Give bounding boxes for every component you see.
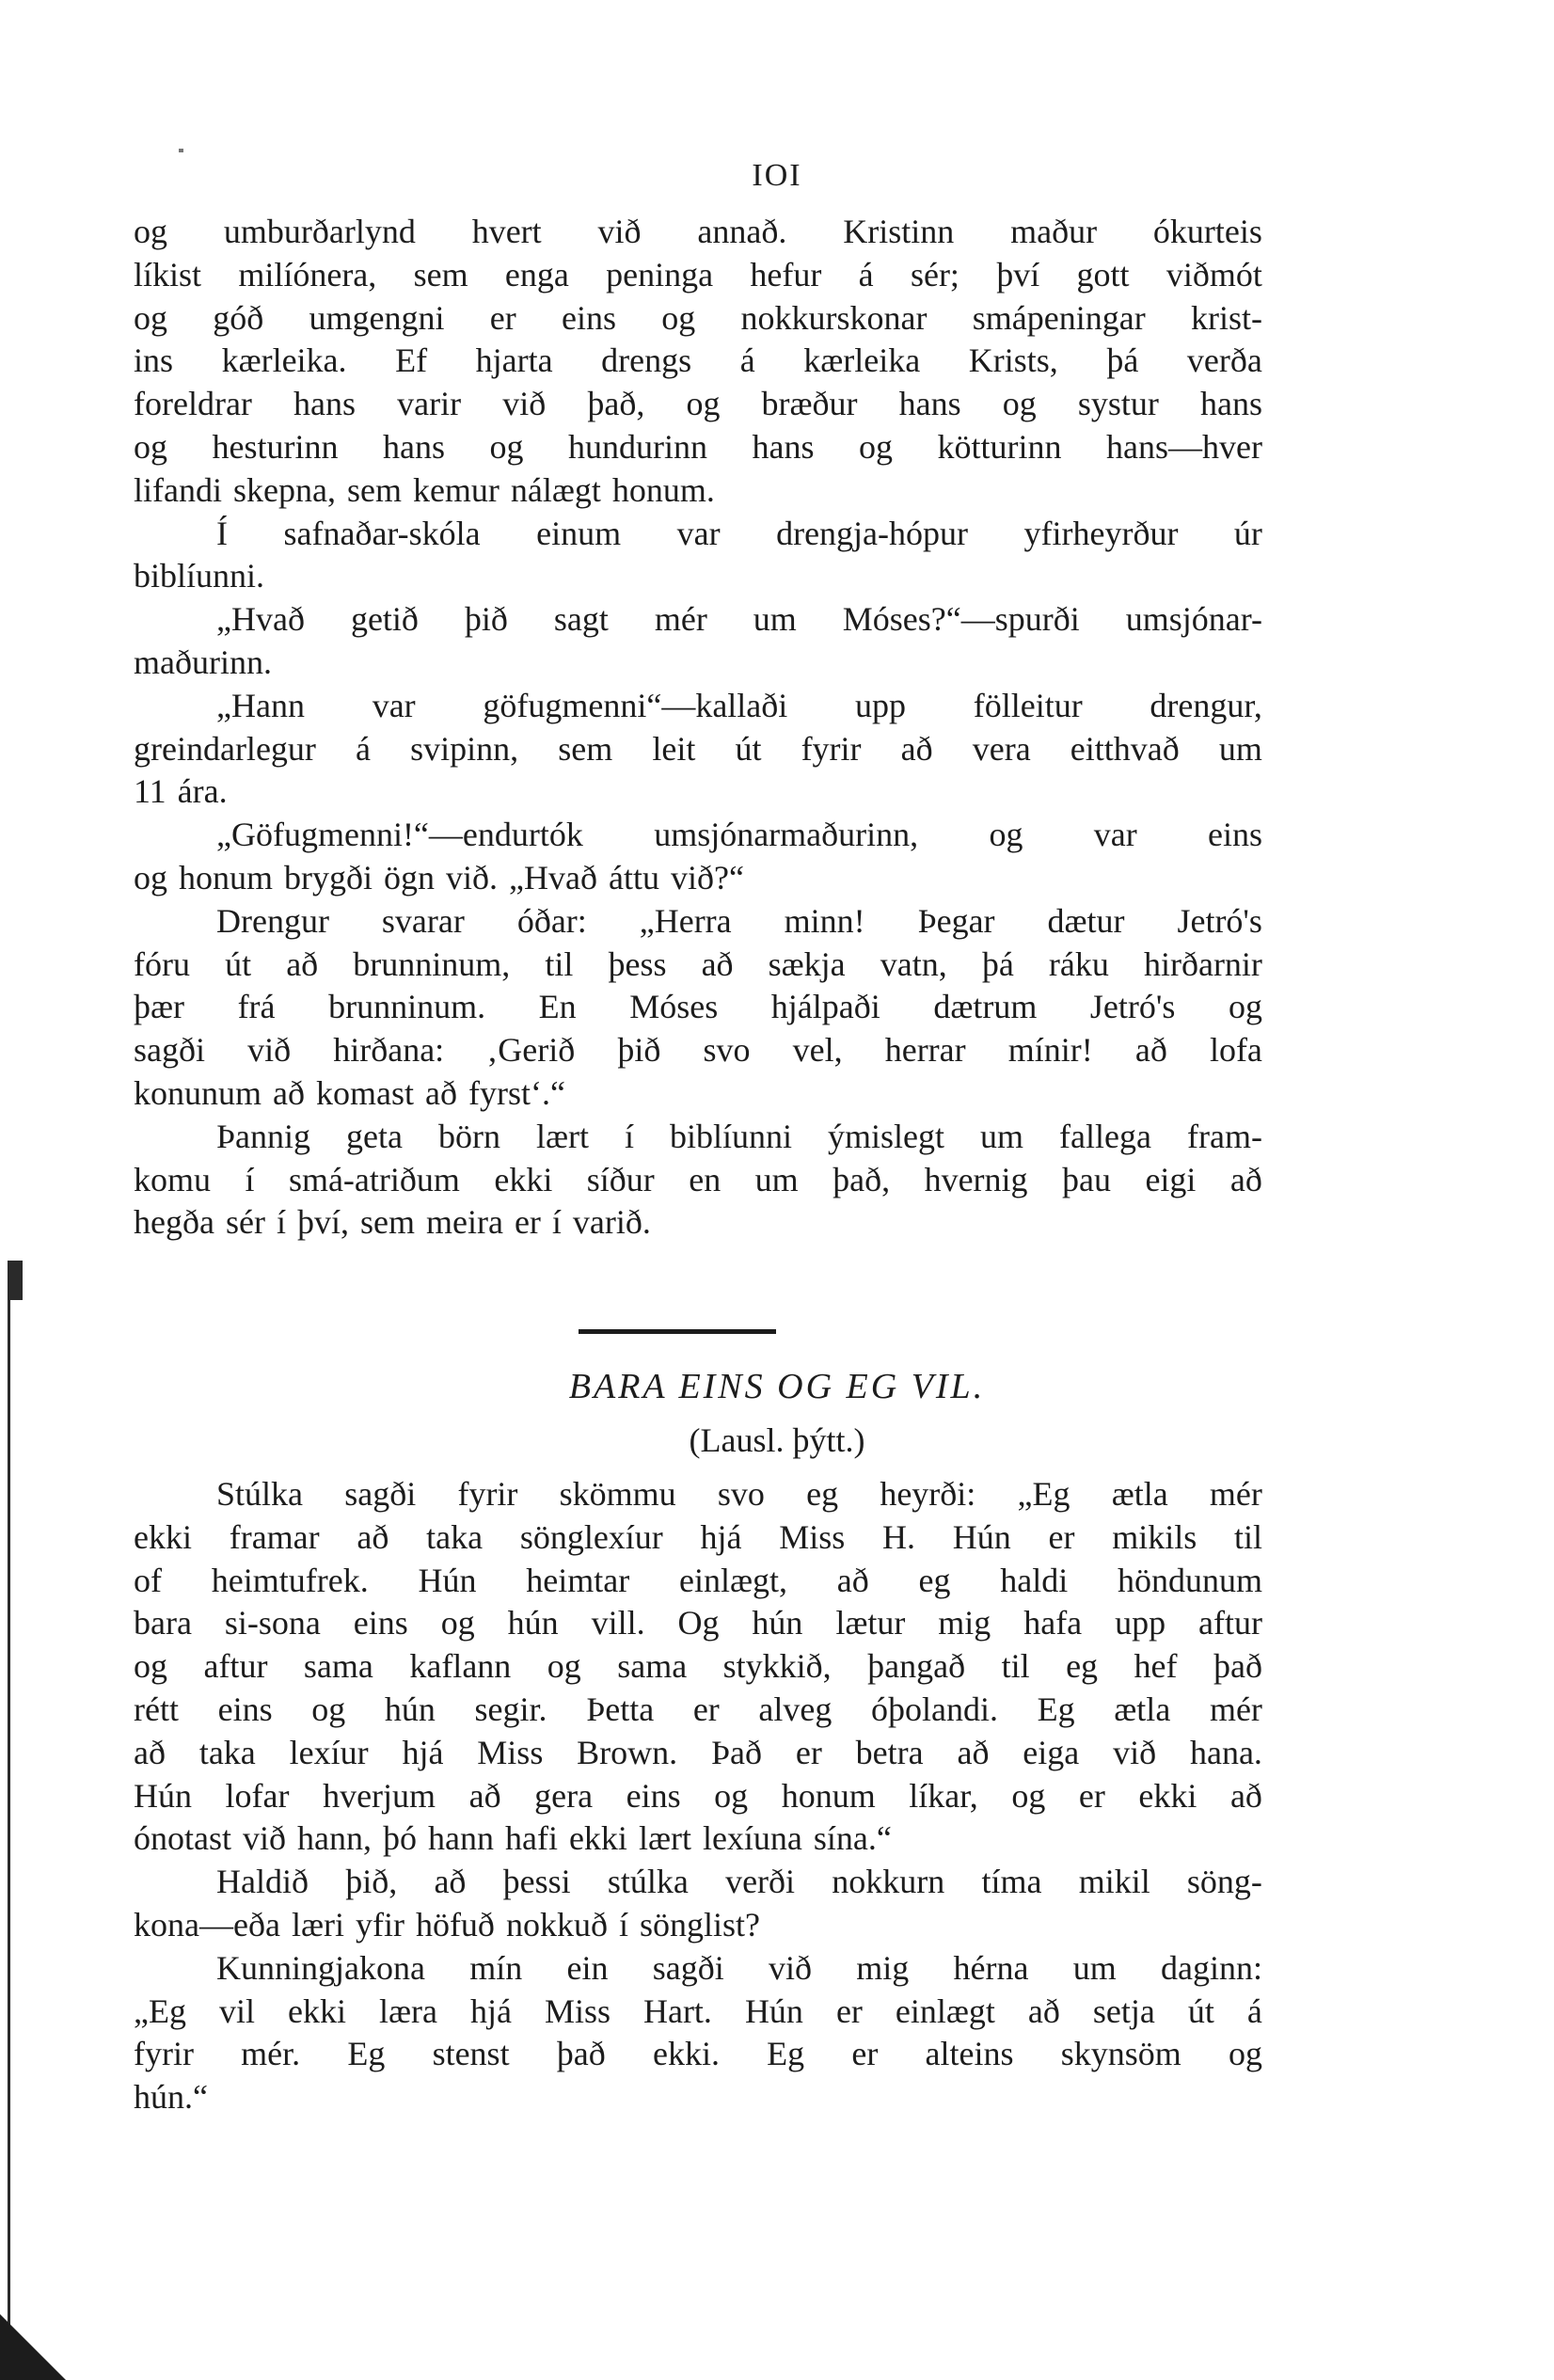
ink-speck: [179, 149, 183, 152]
text-line: „Göfugmenni!“—endurtók umsjónarmaðurinn, og var eins: [216, 816, 1262, 854]
text-line: og góð umgengni er eins og nokkurskonar smápeningar krist-: [134, 298, 1262, 337]
section-subtitle: (Lausl. þýtt.): [689, 1421, 865, 1459]
text-block-1: [134, 211, 1262, 1245]
text-line: greindarlegur á svipinn, sem leit út fyrir að vera eitthvað um: [134, 729, 1262, 768]
section-title: BARA EINS OG EG VIL.: [568, 1367, 986, 1406]
text-line: biblíunni.: [134, 557, 265, 595]
text-line: bara si-sona eins og hún vill. Og hún lætur mig hafa upp aftur: [134, 1604, 1262, 1642]
page-number: IOI: [752, 158, 802, 193]
text-line: og aftur sama kaflann og sama stykkið, þangað til eg hef það: [134, 1647, 1262, 1686]
text-line: fóru út að brunninum, til þess að sækja vatn, þá ráku hirðarnir: [134, 944, 1262, 983]
text-line: konunum að komast að fyrst‘.“: [134, 1073, 565, 1112]
text-line: og umburðarlynd hvert við annað. Kristinn maður ókurteis: [134, 213, 1262, 250]
text-line: maðurinn.: [134, 643, 272, 681]
text-line: og honum brygði ögn við. „Hvað áttu við?“: [134, 858, 744, 896]
text-line: 11 ára.: [134, 772, 228, 811]
text-line: Þannig geta börn lært í biblíunni ýmislegt um fallega fram-: [216, 1117, 1262, 1155]
margin-tick: [8, 1261, 23, 1300]
text-line: Haldið þið, að þessi stúlka verði nokkurn tíma mikil söng-: [216, 1863, 1262, 1901]
corner-mark: [0, 2314, 66, 2380]
text-line: ins kærleika. Ef hjarta drengs á kærleika Krists, þá verða: [134, 341, 1262, 380]
section-divider: [579, 1329, 776, 1334]
text-line: hún.“: [134, 2078, 208, 2117]
text-line: Drengur svarar óðar: „Herra minn! Þegar dætur Jetró's: [216, 901, 1262, 940]
text-line: of heimtufrek. Hún heimtar einlægt, að eg haldi höndunum: [134, 1561, 1262, 1599]
text-line: að taka lexíur hjá Miss Brown. Það er betra að eiga við hana.: [134, 1733, 1262, 1771]
text-line: þær frá brunninum. En Móses hjálpaði dætrum Jetró's og: [134, 988, 1262, 1026]
text-line: „Hann var göfugmenni“—kallaði upp fölleitur drengur,: [216, 686, 1262, 724]
text-line: Í safnaðar-skóla einum var drengja-hópur yfirheyrður úr: [216, 514, 1262, 552]
text-line: Kunningjakona mín ein sagði við mig hérna um daginn:: [216, 1948, 1262, 1987]
text-line: lifandi skepna, sem kemur nálægt honum.: [134, 470, 715, 509]
text-line: líkist milíónera, sem enga peninga hefur á sér; því gott viðmót: [134, 255, 1262, 294]
text-line: rétt eins og hún segir. Þetta er alveg óþolandi. Eg ætla mér: [134, 1690, 1262, 1728]
text-line: sagði við hirðana: ‚Gerið þið svo vel, herrar mínir! að lofa: [134, 1031, 1262, 1070]
text-line: „Eg vil ekki læra hjá Miss Hart. Hún er einlægt að setja út á: [134, 1991, 1262, 2030]
text-line: hegða sér í því, sem meira er í varið.: [134, 1203, 651, 1242]
text-line: ekki framar að taka sönglexíur hjá Miss H. Hún er mikils til: [134, 1517, 1262, 1556]
text-line: kona—eða læri yfir höfuð nokkuð í sönglist?: [134, 1905, 760, 1944]
margin-rule: [8, 1261, 10, 2342]
text-block-2: [134, 1473, 1262, 2119]
text-line: ónotast við hann, þó hann hafi ekki lært lexíuna sína.“: [134, 1819, 892, 1858]
text-line: fyrir mér. Eg stenst það ekki. Eg er alteins skynsöm og: [134, 2035, 1262, 2073]
text-line: komu í smá-atriðum ekki síður en um það, hvernig þau eigi að: [134, 1160, 1262, 1198]
text-line: Hún lofar hverjum að gera eins og honum líkar, og er ekki að: [134, 1776, 1262, 1815]
text-line: „Hvað getið þið sagt mér um Móses?“—spurði umsjónar-: [216, 600, 1262, 639]
text-line: Stúlka sagði fyrir skömmu svo eg heyrði: „Eg ætla mér: [216, 1475, 1262, 1513]
text-line: og hesturinn hans og hundurinn hans og kötturinn hans—hver: [134, 427, 1262, 466]
text-line: foreldrar hans varir við það, og bræður hans og systur hans: [134, 385, 1262, 423]
